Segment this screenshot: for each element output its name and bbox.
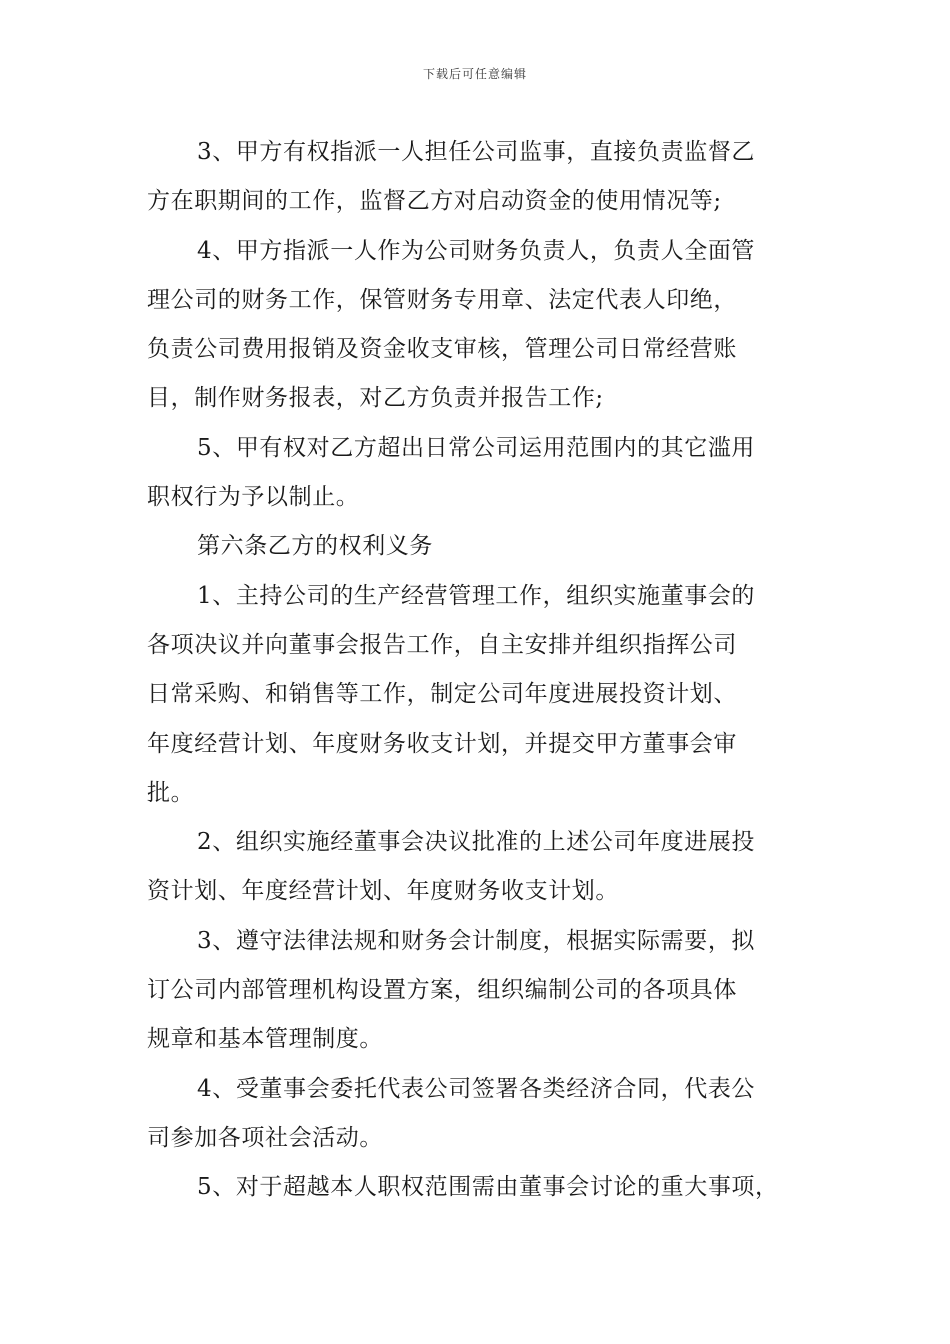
text-line: 3、遵守法律法规和财务会计制度，根据实际需要，拟 — [197, 927, 756, 954]
text-line: 各项决议并向董事会报告工作，自主安排并组织指挥公司 — [147, 631, 737, 658]
header-note: 下载后可任意编辑 — [422, 67, 527, 81]
text-line: 5、甲有权对乙方超出日常公司运用范围内的其它滥用 — [197, 434, 756, 461]
body-text — [147, 128, 811, 1213]
text-line: 负责公司费用报销及资金收支审核，管理公司日常经营账 — [147, 336, 737, 363]
text-line: 批。 — [147, 779, 195, 806]
section-heading: 第六条乙方的权利义务 — [197, 533, 433, 560]
text-line: 规章和基本管理制度。 — [147, 1026, 383, 1053]
text-line: 3、甲方有权指派一人担任公司监事，直接负责监督乙 — [197, 139, 756, 165]
text-line: 方在职期间的工作，监督乙方对启动资金的使用情况等; — [147, 188, 722, 215]
text-line: 理公司的财务工作，保管财务专用章、法定代表人印绝， — [147, 286, 737, 313]
text-line: 司参加各项社会活动。 — [147, 1124, 383, 1151]
text-line: 资计划、年度经营计划、年度财务收支计划。 — [147, 878, 619, 905]
text-line: 4、甲方指派一人作为公司财务负责人，负责人全面管 — [197, 237, 756, 264]
text-line: 年度经营计划、年度财务收支计划，并提交甲方董事会审 — [147, 730, 737, 757]
text-line: 订公司内部管理机构设置方案，组织编制公司的各项具体 — [147, 977, 737, 1004]
text-line: 5、对于超越本人职权范围需由董事会讨论的重大事项， — [197, 1174, 779, 1201]
text-line: 2、组织实施经董事会决议批准的上述公司年度进展投 — [197, 829, 756, 856]
text-line: 4、受董事会委托代表公司签署各类经济合同，代表公 — [197, 1075, 756, 1102]
text-line: 1、主持公司的生产经营管理工作，组织实施董事会的 — [197, 582, 756, 609]
text-line: 目，制作财务报表，对乙方负责并报告工作; — [147, 385, 604, 412]
text-line: 职权行为予以制止。 — [147, 484, 360, 511]
text-line: 日常采购、和销售等工作，制定公司年度进展投资计划、 — [147, 681, 737, 708]
